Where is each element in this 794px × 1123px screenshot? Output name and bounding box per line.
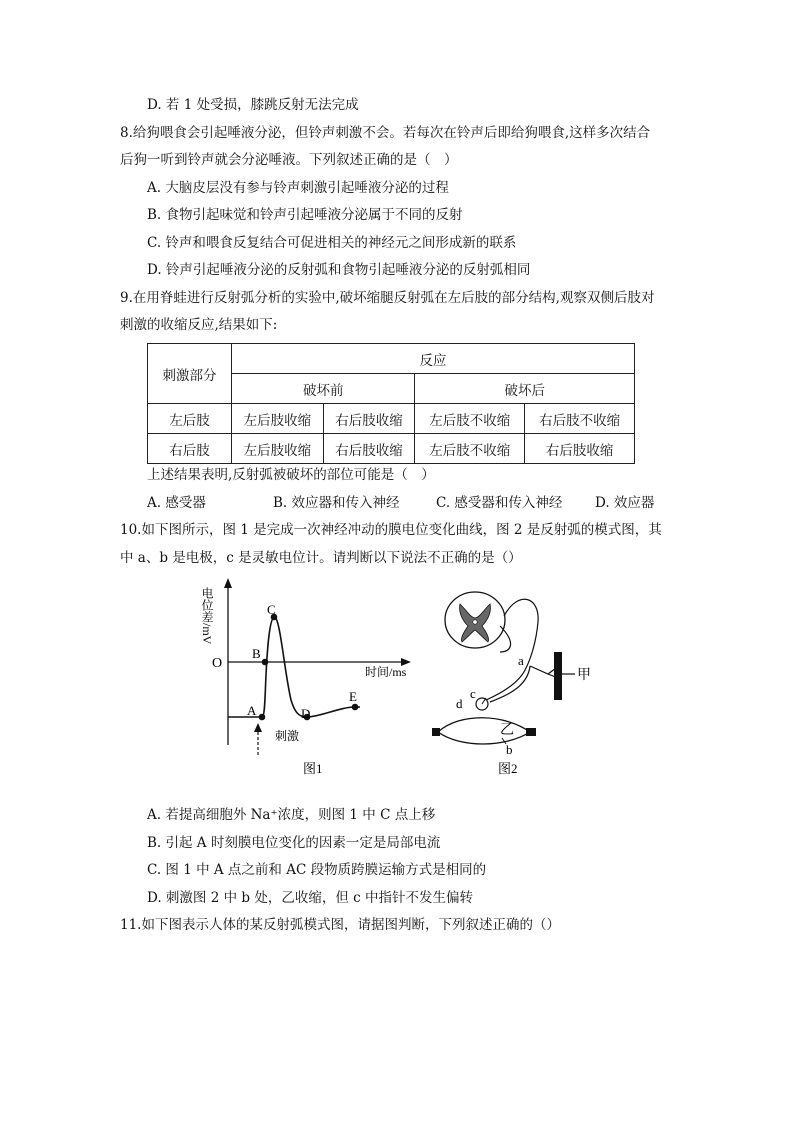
fig2-label-jia: 甲 [577,668,591,683]
q10-option-d: D. 刺激图 2 中 b 处，乙收缩，但 c 中指针不发生偏转 [147,890,473,906]
q8-stem-line1: 8.给狗喂食会引起唾液分泌，但铃声刺激不会。若每次在铃声后即给狗喂食,这样多次结合 [120,125,651,141]
fig2-receptor-branch [530,666,558,678]
table-header-stim: 刺激部分 [148,344,232,404]
q8-option-a: A. 大脑皮层没有参与铃声刺激引起唾液分泌的过程 [147,180,449,196]
fig2-caption: 图2 [498,761,518,776]
fig2-label-c: c [470,686,476,701]
fig1-caption: 图1 [303,761,323,776]
fig2-muscle-tendon-right [526,728,536,736]
table-cell: 右后肢 [148,434,232,464]
fig1-potential-curve [228,617,360,717]
fig1-point-a [259,714,266,721]
table-header-before: 破坏前 [232,374,415,404]
q9-stem-line2: 刺激的收缩反应,结果如下: [120,317,278,333]
fig2-muscle-tendon-left [432,728,440,736]
fig1-y-label: 电位差/mV [200,587,214,645]
fig1-label-e: E [349,689,357,704]
fig1-label-c: C [267,602,276,617]
spinal-cord-cross-section [445,592,505,648]
fig2-label-yi: 乙 [500,723,514,738]
table-header-after: 破坏后 [415,374,635,404]
q10-option-b: B. 引起 A 时刻膜电位变化的因素一定是局部电流 [147,835,441,851]
table-cell: 左后肢收缩 [232,434,324,464]
fig2-label-a: a [518,653,524,668]
fig1-origin: O [212,656,223,671]
q9-after-table: 上述结果表明,反射弧被破坏的部位可能是（ ） [147,467,435,483]
fig2-muscle-yi [438,718,530,744]
table-row [148,404,635,434]
fig2-galvanometer [476,698,488,710]
table-cell: 右后肢收缩 [525,434,635,464]
fig1-y-arrow [224,578,232,588]
q8-option-b: B. 食物引起味觉和铃声引起唾液分泌属于不同的反射 [147,207,463,223]
table-cell: 左后肢不收缩 [415,434,525,464]
fig2-label-b: b [506,742,513,757]
table-cell: 左后肢收缩 [232,404,324,434]
figure-1-membrane-potential [195,575,420,780]
table-cell: 右后肢收缩 [323,404,415,434]
q10-option-c: C. 图 1 中 A 点之前和 AC 段物质跨膜运输方式是相同的 [147,862,487,878]
figure-2-reflex-arc [430,582,610,782]
q9-option-c: C. 感受器和传入神经 [436,495,563,511]
q9-stem-line1: 9.在用脊蛙进行反射弧分析的实验中,破坏缩腿反射弧在左后肢的部分结构,观察双侧后肢对 [120,290,655,306]
fig1-stim-label: 刺激 [275,729,300,743]
fig1-label-b: B [252,646,261,661]
table-cell: 左后肢 [148,404,232,434]
q8-stem-line2: 后狗一听到铃声就会分泌唾液。下列叙述正确的是（ ） [120,152,458,168]
table-cell: 左后肢不收缩 [415,404,525,434]
fig1-label-a: A [247,703,257,718]
q8-option-d: D. 铃声引起唾液分泌的反射弧和食物引起唾液分泌的反射弧相同 [147,262,531,278]
q8-option-c: C. 铃声和喂食反复结合可促进相关的神经元之间形成新的联系 [147,235,517,251]
q9-result-table [147,343,635,464]
q9-option-d: D. 效应器 [595,495,655,511]
fig1-x-label: 时间/ms [365,665,407,679]
fig2-jia-stimulus-bar [554,652,562,700]
q9-option-a: A. 感受器 [147,495,206,511]
fig1-stim-arrowhead [254,723,262,732]
table-row [148,434,635,464]
q9-option-b: B. 效应器和传入神经 [273,495,400,511]
fig1-label-d: D [301,706,311,721]
table-header-response: 反应 [232,344,635,374]
q10-stem-line1: 10.如下图所示，图 1 是完成一次神经冲动的膜电位变化曲线，图 2 是反射弧的模式图，其 [120,522,662,538]
table-cell: 右后肢收缩 [323,434,415,464]
q10-option-a: A. 若提高细胞外 Na⁺浓度，则图 1 中 C 点上移 [147,807,436,823]
fig2-label-d: d [456,696,463,711]
fig1-point-e [352,704,359,711]
fig1-point-b [262,659,269,666]
q7-option-d: D. 若 1 处受损，膝跳反射无法完成 [147,97,359,113]
q10-stem-line2: 中 a、b 是电极，c 是灵敏电位计。请判断以下说法不正确的是（） [120,550,522,566]
q11-stem: 11.如下图表示人体的某反射弧模式图，请据图判断，下列叙述正确的（） [120,917,560,933]
table-cell: 右后肢不收缩 [525,404,635,434]
